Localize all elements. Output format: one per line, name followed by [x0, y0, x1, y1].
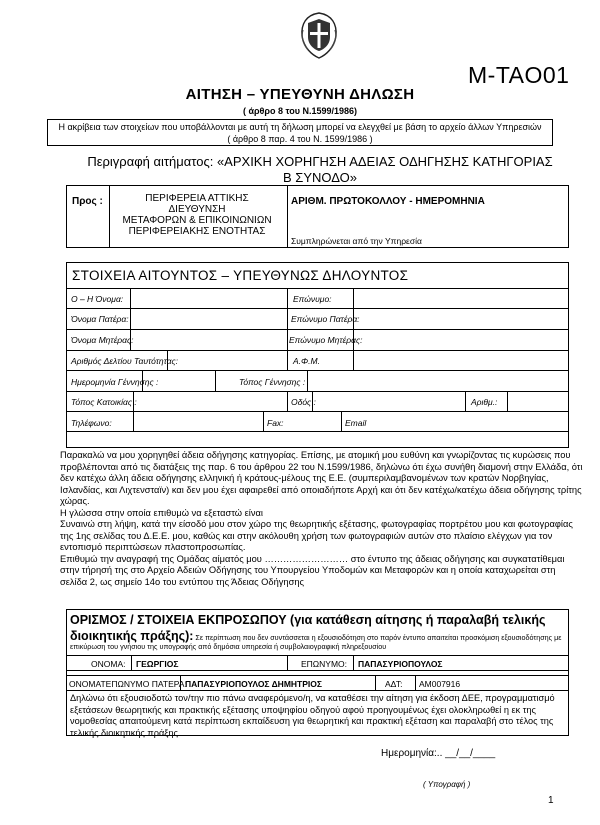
form-subtitle: ( άρθρο 8 του Ν.1599/1986) — [242, 106, 358, 116]
declaration-paragraph-1: Παρακαλώ να μου χορηγηθεί άδεια οδήγησης κατηγορίας. Επίσης, με ατομική μου ευθύνη και γνωρίζοντας τις κυρώσεις που προβλέπονται από τις διατάξεις της παρ. 6 του άρθρου 22 του Ν.1599/1986, δηλώνω ότι έχω συνήθη διαμονή στην Ελλάδα, ότι δεν κατέχω άλλη άδεια οδήγησης ελληνική ή κράτους-μέλους της Ε.Ε. (συμπεριλαμβανομένων των κρατών Νορβηγίας, Ισλανδίας, και Λιχτενσταϊν) και δεν μου έχει αφαιρεθεί από οποιαδήποτε Αρχή και ότι δεν κατέχω/κατέχω άδεια οδήγησης τρίτης χώρας. — [60, 450, 583, 506]
date-field: Ημερομηνία:.. __/__/____ — [381, 748, 496, 759]
first-name-label: Ο – Η Όνομα: — [71, 294, 124, 304]
request-description-prefix: Περιγραφή αιτήματος: — [87, 154, 214, 169]
afm-label: Α.Φ.Μ. — [293, 356, 320, 366]
form-title: ΑΙΤΗΣΗ – ΥΠΕΥΘΥΝΗ ΔΗΛΩΣΗ — [185, 86, 415, 103]
recipient-line1: ΠΕΡΙΦΕΡΕΙΑ ΑΤΤΙΚΗΣ — [145, 193, 249, 204]
id-number-label: Αριθμός Δελτίου Ταυτότητας: — [71, 356, 179, 366]
fax-label: Fax: — [267, 418, 284, 428]
rep-name-value: ΓΕΩΡΓΙΟΣ — [136, 659, 179, 669]
rep-adt-label: ΑΔΤ: — [385, 679, 403, 689]
phone-label: Τηλέφωνο: — [71, 418, 112, 428]
recipient-authority — [108, 193, 286, 237]
representative-title-line1: ΟΡΙΣΜΟΣ / ΣΤΟΙΧΕΙΑ ΕΚΠΡΟΣΩΠΟΥ (για κατάθεση αίτησης ή παραλαβή τελικής — [70, 613, 546, 627]
representative-note — [70, 629, 575, 651]
form-code: M-TAO01 — [468, 62, 570, 88]
surname-label: Επώνυμο: — [293, 294, 332, 304]
birth-place-label: Τόπος Γέννησης : — [239, 377, 306, 387]
greek-coat-of-arms-icon — [296, 10, 342, 60]
mother-name-label: Όνομα Μητέρας: — [71, 335, 134, 345]
rep-father-label: ΟΝΟΜΑΤΕΠΩΝΥΜΟ ΠΑΤΕΡΑ: — [69, 679, 187, 689]
email-label: Email — [345, 418, 367, 428]
applicant-section-title: ΣΤΟΙΧΕΙΑ ΑΙΤΟΥΝΤΟΣ – ΥΠΕΥΘΥΝΩΣ ΔΗΛΟΥΝΤΟΣ — [72, 268, 409, 283]
representative-small-note: Σε περίπτωση που δεν συντάσσεται η εξουσιοδότηση στο παρόν έντυπο απαιτείται προσκόμιση εξουσιοδότησης με επικύρωση του γνήσιου της υπογραφής από δημόσια υπηρεσία ή συμβολαιογραφική πληρεξουσίου — [70, 633, 562, 651]
to-label: Προς : — [72, 196, 103, 207]
mother-surname-label: Επώνυμο Μητέρας: — [289, 335, 363, 345]
recipient-line4: ΠΕΡΙΦΕΡΕΙΑΚΗΣ ΕΝΟΤΗΤΑΣ — [128, 226, 266, 237]
declaration-text — [60, 450, 585, 588]
number-label: Αριθμ.: — [471, 397, 498, 407]
father-name-label: Όνομα Πατέρα: — [71, 314, 129, 324]
declaration-paragraph-4: Επιθυμώ την αναγραφή της Ομάδας αίματός μου ……………………… στο έντυπο της άδειας οδήγησης και συγκατατίθεμαι στην τήρησή της στο Αρχείο Αδειών Οδήγησης του Υπουργείου Υποδομών και Μεταφορών και η οποία καταχωρείται στη σελίδα 2, ως σημείο 14ο του εντύπου της Άδειας Οδήγησης — [60, 553, 565, 587]
signature-label: ( Υπογραφή ) — [423, 780, 471, 789]
representative-title-line2: διοικητικής πράξης): — [70, 629, 194, 643]
residence-label: Τόπος Κατοικίας : — [71, 397, 137, 407]
declaration-paragraph-3: Συναινώ στη λήψη, κατά την είσοδό μου στον χώρο της θεωρητικής εξέτασης, φωτογραφίας πορτρέτου μου και φωτογραφίας της 1ης σελίδας του Δ.Ε.Ε. μου, καθώς και στην ακόλουθη χρήση των φωτογραφιών αυτών στο πλαίσιο ελέγχων για τον εντοπισμό περιπτώσεων πλαστοπροσωπίας. — [60, 519, 573, 552]
filled-by-service-label: Συμπληρώνεται από την Υπηρεσία — [291, 236, 422, 246]
page-number: 1 — [548, 795, 554, 806]
request-description — [60, 154, 580, 186]
declaration-paragraph-2: Η γλώσσα στην οποία επιθυμώ να εξεταστώ είναι — [60, 507, 263, 518]
rep-adt-value: AM007916 — [419, 679, 461, 689]
applicant-details-table — [66, 262, 569, 448]
representative-name-row — [66, 655, 569, 671]
accuracy-note-box — [47, 119, 553, 146]
rep-father-value: ΠΑΠΑΣΥΡΙΟΠΟΥΛΟΣ ΔΗΜΗΤΡΙΟΣ — [185, 679, 322, 689]
recipient-line2: ΔΙΕΥΘΥΝΣΗ — [168, 204, 226, 215]
street-label: Οδός : — [291, 397, 316, 407]
rep-name-label: ΟΝΟΜΑ: — [91, 659, 126, 669]
recipient-line3: ΜΕΤΑΦΟΡΩΝ & ΕΠΙΚΟΙΝΩΝΙΩΝ — [122, 215, 272, 226]
rep-surname-value: ΠΑΠΑΣΥΡΙΟΠΟΥΛΟΣ — [358, 659, 443, 669]
accuracy-note-line2: ( άρθρο 8 παρ. 4 του Ν. 1599/1986 ) — [227, 134, 373, 144]
request-description-line1: «ΑΡΧΙΚΗ ΧΟΡΗΓΗΣΗ ΑΔΕΙΑΣ ΟΔΗΓΗΣΗΣ ΚΑΤΗΓΟΡΙΑΣ — [216, 154, 553, 169]
representative-father-row — [66, 675, 569, 691]
father-surname-label: Επώνυμο Πατέρα: — [291, 314, 360, 324]
representative-title — [70, 613, 570, 628]
birth-date-label: Ημερομηνία Γέννησης : — [71, 377, 159, 387]
representative-statement: Δηλώνω ότι εξουσιοδοτώ τον/την πιο πάνω αναφερόμενο/η, να καταθέσει την αίτηση για έκδοση ΔΕΕ, προγραμματισμό εξετάσεων θεωρητικής και πρακτικής εξέτασης υποψηφίου οδηγού αφού προηγουμένως έχει ολοκληρωθεί η εκ της νομοθεσίας απαιτούμενη κατά περίπτωση εκπαίδευση για θεωρητική και πρακτική εξέταση και παραλαβή στο τέλος της τελικής διοικητικής πράξης. — [70, 693, 555, 738]
rep-surname-label: ΕΠΩΝΥΜΟ: — [301, 659, 348, 669]
accuracy-note-line1: Η ακρίβεια των στοιχείων που υποβάλλονται με αυτή τη δήλωση μπορεί να ελεγχθεί με βάση το αρχείο άλλων Υπηρεσιών — [58, 122, 542, 132]
request-description-line2: Β ΣΥΝΟΔΟ» — [283, 170, 357, 185]
protocol-number-label: ΑΡΙΘΜ. ΠΡΩΤΟΚΟΛΛΟΥ - ΗΜΕΡΟΜΗΝΙΑ — [291, 196, 485, 207]
